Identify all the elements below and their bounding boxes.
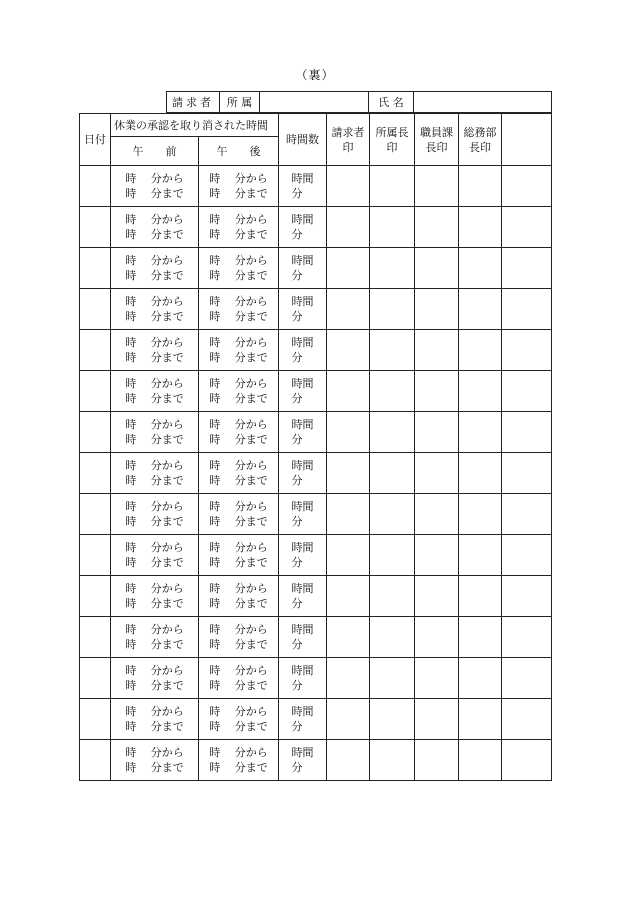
- staff-chief-seal-cell[interactable]: [415, 289, 459, 330]
- minutes-text: 分: [291, 761, 303, 774]
- table-row: [80, 740, 552, 781]
- hours-text: 時間: [291, 623, 314, 636]
- extra-cell[interactable]: [502, 412, 552, 453]
- requester-seal-header: [327, 114, 370, 166]
- afternoon-time-cell[interactable]: [199, 658, 279, 699]
- morning-time-cell[interactable]: [111, 371, 199, 412]
- afternoon-time-cell[interactable]: [199, 740, 279, 781]
- minutes-text: 分: [291, 638, 303, 651]
- date-cell[interactable]: [80, 166, 111, 207]
- morning-from-text: 時 分から: [125, 418, 184, 431]
- morning-time-cell[interactable]: [111, 412, 199, 453]
- morning-from-text: 時 分から: [125, 705, 184, 718]
- cancellation-record-table: [79, 113, 552, 781]
- hours-cell[interactable]: [279, 740, 327, 781]
- afternoon-to-text: 時 分まで: [209, 679, 268, 692]
- staff-chief-seal-cell[interactable]: [415, 453, 459, 494]
- requester-seal-cell[interactable]: [327, 330, 370, 371]
- afternoon-from-text: 時 分から: [209, 295, 268, 308]
- requester-seal-header-line1: 請求者: [331, 125, 365, 139]
- afternoon-to-text: 時 分まで: [209, 392, 268, 405]
- hours-text: 時間: [291, 664, 314, 677]
- afternoon-from-text: 時 分から: [209, 623, 268, 636]
- morning-to-text: 時 分まで: [125, 351, 184, 364]
- staff-chief-seal-cell[interactable]: [415, 576, 459, 617]
- minutes-text: 分: [291, 392, 303, 405]
- dept-head-seal-cell[interactable]: [370, 699, 415, 740]
- morning-to-text: 時 分まで: [125, 515, 184, 528]
- afternoon-time-cell[interactable]: [199, 453, 279, 494]
- morning-from-text: 時 分から: [125, 459, 184, 472]
- morning-to-text: 時 分まで: [125, 187, 184, 200]
- morning-to-text: 時 分まで: [125, 392, 184, 405]
- morning-from-text: 時 分から: [125, 295, 184, 308]
- morning-from-text: 時 分から: [125, 377, 184, 390]
- extra-cell[interactable]: [502, 289, 552, 330]
- morning-to-text: 時 分まで: [125, 597, 184, 610]
- table-row: [80, 535, 552, 576]
- requester-seal-cell[interactable]: [327, 412, 370, 453]
- afternoon-to-text: 時 分まで: [209, 638, 268, 651]
- afternoon-from-text: 時 分から: [209, 172, 268, 185]
- general-affairs-seal-cell[interactable]: [459, 617, 502, 658]
- dept-head-seal-cell[interactable]: [370, 617, 415, 658]
- morning-to-text: 時 分まで: [125, 228, 184, 241]
- hours-text: 時間: [291, 254, 314, 267]
- morning-time-cell[interactable]: [111, 207, 199, 248]
- extra-cell[interactable]: [502, 617, 552, 658]
- table-row: [80, 371, 552, 412]
- afternoon-time-cell[interactable]: [199, 494, 279, 535]
- afternoon-from-text: 時 分から: [209, 664, 268, 677]
- afternoon-time-cell[interactable]: [199, 412, 279, 453]
- minutes-text: 分: [291, 556, 303, 569]
- staff-chief-seal-cell[interactable]: [415, 207, 459, 248]
- extra-cell[interactable]: [502, 248, 552, 289]
- afternoon-from-text: 時 分から: [209, 213, 268, 226]
- extra-cell[interactable]: [502, 535, 552, 576]
- hours-cell[interactable]: [279, 617, 327, 658]
- requester-seal-cell[interactable]: [327, 248, 370, 289]
- afternoon-time-cell[interactable]: [199, 207, 279, 248]
- afternoon-to-text: 時 分まで: [209, 269, 268, 282]
- staff-chief-seal-cell[interactable]: [415, 166, 459, 207]
- hours-text: 時間: [291, 295, 314, 308]
- page-title: （裏）: [295, 68, 335, 82]
- dept-head-seal-cell[interactable]: [370, 248, 415, 289]
- requester-seal-cell[interactable]: [327, 658, 370, 699]
- extra-cell[interactable]: [502, 658, 552, 699]
- hours-text: 時間: [291, 336, 314, 349]
- morning-time-cell[interactable]: [111, 494, 199, 535]
- requester-seal-cell[interactable]: [327, 576, 370, 617]
- hours-cell[interactable]: [279, 289, 327, 330]
- extra-cell[interactable]: [502, 207, 552, 248]
- staff-chief-seal-cell[interactable]: [415, 617, 459, 658]
- hours-cell[interactable]: [279, 453, 327, 494]
- requester-seal-cell[interactable]: [327, 371, 370, 412]
- afternoon-to-text: 時 分まで: [209, 474, 268, 487]
- general-affairs-seal-cell[interactable]: [459, 289, 502, 330]
- hours-text: 時間: [291, 582, 314, 595]
- staff-chief-seal-cell[interactable]: [415, 699, 459, 740]
- requester-seal-header-line2: 印: [342, 140, 354, 154]
- staff-chief-seal-cell[interactable]: [415, 330, 459, 371]
- afternoon-to-text: 時 分まで: [209, 761, 268, 774]
- afternoon-column-header: 午 後: [199, 137, 279, 166]
- date-cell[interactable]: [80, 494, 111, 535]
- morning-to-text: 時 分まで: [125, 269, 184, 282]
- morning-to-text: 時 分まで: [125, 556, 184, 569]
- minutes-text: 分: [291, 351, 303, 364]
- afternoon-from-text: 時 分から: [209, 377, 268, 390]
- afternoon-to-text: 時 分まで: [209, 228, 268, 241]
- record-rows: [80, 166, 552, 781]
- afternoon-to-text: 時 分まで: [209, 515, 268, 528]
- table-row: [80, 289, 552, 330]
- morning-to-text: 時 分まで: [125, 761, 184, 774]
- requester-seal-cell[interactable]: [327, 535, 370, 576]
- table-row: [80, 453, 552, 494]
- requester-seal-cell[interactable]: [327, 740, 370, 781]
- date-cell[interactable]: [80, 289, 111, 330]
- hours-cell[interactable]: [279, 207, 327, 248]
- dept-head-seal-cell[interactable]: [370, 412, 415, 453]
- afternoon-from-text: 時 分から: [209, 459, 268, 472]
- date-cell[interactable]: [80, 412, 111, 453]
- table-row: [80, 166, 552, 207]
- hours-text: 時間: [291, 500, 314, 513]
- date-cell[interactable]: [80, 248, 111, 289]
- requester-seal-cell[interactable]: [327, 453, 370, 494]
- morning-from-text: 時 分から: [125, 623, 184, 636]
- general-affairs-seal-cell[interactable]: [459, 166, 502, 207]
- extra-cell[interactable]: [502, 740, 552, 781]
- table-row: [80, 207, 552, 248]
- afternoon-to-text: 時 分まで: [209, 720, 268, 733]
- dept-head-seal-header: [370, 114, 415, 166]
- extra-cell[interactable]: [502, 453, 552, 494]
- dept-head-seal-cell[interactable]: [370, 289, 415, 330]
- afternoon-time-cell[interactable]: [199, 371, 279, 412]
- dept-head-seal-cell[interactable]: [370, 740, 415, 781]
- afternoon-to-text: 時 分まで: [209, 187, 268, 200]
- table-row: [80, 576, 552, 617]
- morning-from-text: 時 分から: [125, 541, 184, 554]
- general-affairs-seal-cell[interactable]: [459, 412, 502, 453]
- hours-text: 時間: [291, 172, 314, 185]
- requester-seal-cell[interactable]: [327, 494, 370, 535]
- hours-cell[interactable]: [279, 412, 327, 453]
- afternoon-from-text: 時 分から: [209, 336, 268, 349]
- dept-head-seal-cell[interactable]: [370, 330, 415, 371]
- morning-time-cell[interactable]: [111, 617, 199, 658]
- morning-time-cell[interactable]: [111, 576, 199, 617]
- general-affairs-seal-cell[interactable]: [459, 453, 502, 494]
- hours-cell[interactable]: [279, 535, 327, 576]
- morning-to-text: 時 分まで: [125, 310, 184, 323]
- morning-time-cell[interactable]: [111, 166, 199, 207]
- minutes-text: 分: [291, 515, 303, 528]
- minutes-text: 分: [291, 679, 303, 692]
- hours-text: 時間: [291, 213, 314, 226]
- date-cell[interactable]: [80, 371, 111, 412]
- afternoon-from-text: 時 分から: [209, 582, 268, 595]
- afternoon-from-text: 時 分から: [209, 500, 268, 513]
- requester-seal-cell[interactable]: [327, 207, 370, 248]
- table-row: [80, 658, 552, 699]
- morning-time-cell[interactable]: [111, 535, 199, 576]
- minutes-text: 分: [291, 228, 303, 241]
- afternoon-to-text: 時 分まで: [209, 556, 268, 569]
- hours-cell[interactable]: [279, 248, 327, 289]
- name-label: 氏 名: [369, 92, 414, 113]
- extra-cell[interactable]: [502, 166, 552, 207]
- hours-text: 時間: [291, 541, 314, 554]
- afternoon-to-text: 時 分まで: [209, 597, 268, 610]
- general-affairs-seal-cell[interactable]: [459, 699, 502, 740]
- dept-head-seal-cell[interactable]: [370, 453, 415, 494]
- hours-column-header: 時間数: [279, 114, 327, 166]
- afternoon-to-text: 時 分まで: [209, 310, 268, 323]
- minutes-text: 分: [291, 269, 303, 282]
- extra-column-header: [502, 114, 552, 166]
- morning-to-text: 時 分まで: [125, 720, 184, 733]
- staff-chief-seal-cell[interactable]: [415, 248, 459, 289]
- hours-cell[interactable]: [279, 371, 327, 412]
- date-cell[interactable]: [80, 535, 111, 576]
- department-field[interactable]: [260, 92, 369, 113]
- minutes-text: 分: [291, 474, 303, 487]
- dept-head-seal-cell[interactable]: [370, 494, 415, 535]
- requester-info-table: [166, 91, 552, 113]
- hours-text: 時間: [291, 459, 314, 472]
- morning-time-cell[interactable]: [111, 453, 199, 494]
- date-cell[interactable]: [80, 330, 111, 371]
- general-affairs-seal-header-line2: 長印: [469, 140, 491, 154]
- morning-from-text: 時 分から: [125, 500, 184, 513]
- extra-cell[interactable]: [502, 699, 552, 740]
- hours-cell[interactable]: [279, 699, 327, 740]
- general-affairs-seal-cell[interactable]: [459, 248, 502, 289]
- morning-from-text: 時 分から: [125, 254, 184, 267]
- afternoon-time-cell[interactable]: [199, 330, 279, 371]
- table-row: [80, 330, 552, 371]
- morning-time-cell[interactable]: [111, 289, 199, 330]
- staff-chief-seal-cell[interactable]: [415, 371, 459, 412]
- general-affairs-seal-cell[interactable]: [459, 535, 502, 576]
- minutes-text: 分: [291, 187, 303, 200]
- afternoon-from-text: 時 分から: [209, 541, 268, 554]
- morning-from-text: 時 分から: [125, 746, 184, 759]
- table-row: [80, 699, 552, 740]
- requester-seal-cell[interactable]: [327, 617, 370, 658]
- hours-text: 時間: [291, 705, 314, 718]
- afternoon-time-cell[interactable]: [199, 166, 279, 207]
- table-row: [80, 494, 552, 535]
- minutes-text: 分: [291, 597, 303, 610]
- minutes-text: 分: [291, 310, 303, 323]
- general-affairs-seal-header-line1: 総務部: [463, 125, 497, 139]
- afternoon-time-cell[interactable]: [199, 535, 279, 576]
- requester-label: 請求者: [167, 92, 220, 113]
- extra-cell[interactable]: [502, 371, 552, 412]
- morning-time-cell[interactable]: [111, 658, 199, 699]
- morning-time-cell[interactable]: [111, 699, 199, 740]
- afternoon-to-text: 時 分まで: [209, 433, 268, 446]
- extra-cell[interactable]: [502, 576, 552, 617]
- staff-chief-seal-cell[interactable]: [415, 535, 459, 576]
- date-cell[interactable]: [80, 576, 111, 617]
- hours-cell[interactable]: [279, 658, 327, 699]
- morning-time-cell[interactable]: [111, 330, 199, 371]
- afternoon-from-text: 時 分から: [209, 418, 268, 431]
- general-affairs-seal-cell[interactable]: [459, 330, 502, 371]
- morning-to-text: 時 分まで: [125, 433, 184, 446]
- requester-seal-cell[interactable]: [327, 699, 370, 740]
- morning-time-cell[interactable]: [111, 740, 199, 781]
- morning-column-header: 午 前: [111, 137, 199, 166]
- dept-head-seal-cell[interactable]: [370, 166, 415, 207]
- department-label: 所 属: [220, 92, 260, 113]
- dept-head-seal-cell[interactable]: [370, 371, 415, 412]
- general-affairs-seal-cell[interactable]: [459, 207, 502, 248]
- minutes-text: 分: [291, 433, 303, 446]
- staff-chief-seal-cell[interactable]: [415, 740, 459, 781]
- hours-text: 時間: [291, 377, 314, 390]
- cancelled-period-header: 休業の承認を取り消された時間: [111, 114, 279, 137]
- morning-from-text: 時 分から: [125, 582, 184, 595]
- afternoon-from-text: 時 分から: [209, 705, 268, 718]
- general-affairs-seal-cell[interactable]: [459, 658, 502, 699]
- table-row: [80, 617, 552, 658]
- table-row: [80, 248, 552, 289]
- date-cell[interactable]: [80, 617, 111, 658]
- extra-cell[interactable]: [502, 494, 552, 535]
- general-affairs-seal-cell[interactable]: [459, 371, 502, 412]
- morning-from-text: 時 分から: [125, 213, 184, 226]
- morning-from-text: 時 分から: [125, 664, 184, 677]
- minutes-text: 分: [291, 720, 303, 733]
- name-field[interactable]: [414, 92, 552, 113]
- staff-chief-seal-cell[interactable]: [415, 658, 459, 699]
- date-cell[interactable]: [80, 658, 111, 699]
- hours-cell[interactable]: [279, 330, 327, 371]
- date-column-header: 日付: [80, 114, 111, 166]
- dept-head-seal-cell[interactable]: [370, 658, 415, 699]
- dept-head-seal-cell[interactable]: [370, 535, 415, 576]
- dept-head-seal-header-line2: 印: [386, 140, 398, 154]
- afternoon-from-text: 時 分から: [209, 254, 268, 267]
- table-row: [80, 412, 552, 453]
- hours-cell[interactable]: [279, 166, 327, 207]
- morning-from-text: 時 分から: [125, 172, 184, 185]
- dept-head-seal-header-line1: 所属長: [375, 125, 409, 139]
- afternoon-time-cell[interactable]: [199, 617, 279, 658]
- morning-from-text: 時 分から: [125, 336, 184, 349]
- general-affairs-seal-header: [459, 114, 502, 166]
- requester-seal-cell[interactable]: [327, 289, 370, 330]
- general-affairs-seal-cell[interactable]: [459, 740, 502, 781]
- hours-cell[interactable]: [279, 576, 327, 617]
- staff-chief-seal-header-line2: 長印: [425, 140, 448, 154]
- date-cell[interactable]: [80, 699, 111, 740]
- morning-time-cell[interactable]: [111, 248, 199, 289]
- hours-cell[interactable]: [279, 494, 327, 535]
- afternoon-time-cell[interactable]: [199, 248, 279, 289]
- general-affairs-seal-cell[interactable]: [459, 494, 502, 535]
- date-cell[interactable]: [80, 207, 111, 248]
- afternoon-time-cell[interactable]: [199, 699, 279, 740]
- date-cell[interactable]: [80, 453, 111, 494]
- staff-chief-seal-cell[interactable]: [415, 494, 459, 535]
- afternoon-from-text: 時 分から: [209, 746, 268, 759]
- requester-seal-cell[interactable]: [327, 166, 370, 207]
- dept-head-seal-cell[interactable]: [370, 576, 415, 617]
- morning-to-text: 時 分まで: [125, 474, 184, 487]
- afternoon-time-cell[interactable]: [199, 289, 279, 330]
- hours-text: 時間: [291, 746, 314, 759]
- afternoon-to-text: 時 分まで: [209, 351, 268, 364]
- morning-to-text: 時 分まで: [125, 638, 184, 651]
- staff-chief-seal-header-line1: 職員課: [420, 125, 453, 139]
- extra-cell[interactable]: [502, 330, 552, 371]
- dept-head-seal-cell[interactable]: [370, 207, 415, 248]
- staff-chief-seal-cell[interactable]: [415, 412, 459, 453]
- hours-text: 時間: [291, 418, 314, 431]
- general-affairs-seal-cell[interactable]: [459, 576, 502, 617]
- morning-to-text: 時 分まで: [125, 679, 184, 692]
- afternoon-time-cell[interactable]: [199, 576, 279, 617]
- staff-chief-seal-header: [415, 114, 459, 166]
- date-cell[interactable]: [80, 740, 111, 781]
